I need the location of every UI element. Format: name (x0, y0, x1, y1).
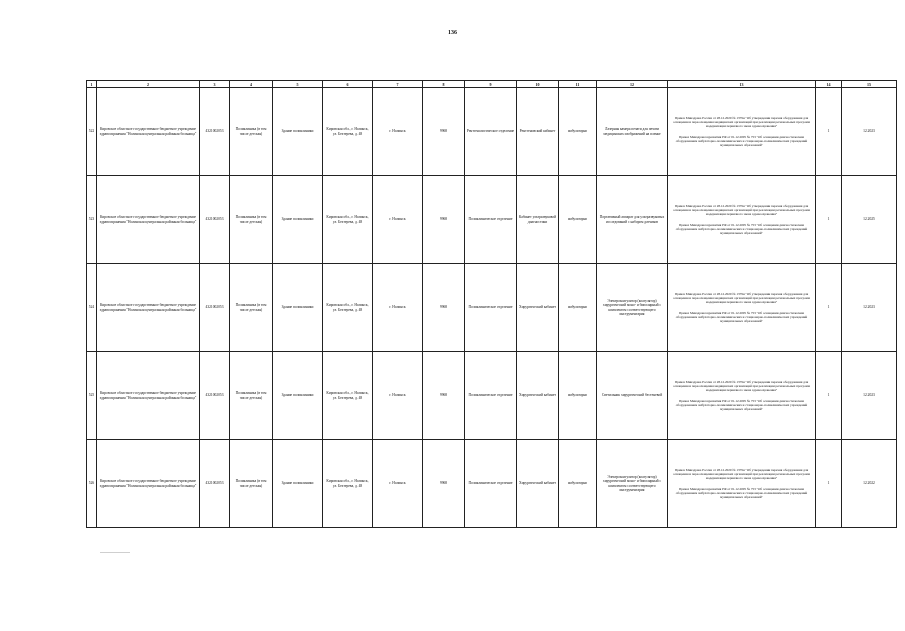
cell-date: 12.2023 (842, 352, 897, 440)
cell-org: Кировское областное государственное бюджетное учреждение здравоохранения "Нолинская центральная районная больница" (97, 264, 200, 352)
header-cell: 13 (668, 81, 816, 88)
cell-date: 12.2025 (842, 176, 897, 264)
cell-num: 526 (87, 440, 97, 528)
header-cell: 4 (230, 81, 273, 88)
cell-org: Кировское областное государственное бюджетное учреждение здравоохранения "Нолинская центральная районная больница" (97, 440, 200, 528)
page-number: 136 (448, 30, 457, 36)
header-cell: 15 (842, 81, 897, 88)
cell-inn: 4321002053 (200, 440, 230, 528)
cell-care: амбулаторно (559, 264, 597, 352)
cell-org: Кировское областное государственное бюджетное учреждение здравоохранения "Нолинская центральная районная больница" (97, 88, 200, 176)
table-header-row (87, 81, 897, 88)
header-cell: 6 (323, 81, 373, 88)
order-text-2: Приказ Минздравсоцразвития РФ от 01.12.2005 № 753 "Об оснащении диагностическим оборудованием амбулаторно-поликлинических и стационарно-поликлинических учреждений муниципальных образований" (675, 398, 808, 411)
order-text-2: Приказ Минздравсоцразвития РФ от 01.12.2005 № 753 "Об оснащении диагностическим оборудованием амбулаторно-поликлинических и стационарно-поликлинических учреждений муниципальных образований" (675, 222, 808, 235)
cell-equipment: Электрокоагулятор (коагулятор) хирургический моно- и биполярный с комплектом соответствующего инструментария (597, 440, 668, 528)
cell-code: 9968 (423, 264, 465, 352)
cell-org: Кировское областное государственное бюджетное учреждение здравоохранения "Нолинская центральная районная больница" (97, 176, 200, 264)
cell-num: 525 (87, 352, 97, 440)
cell-inn: 4321002053 (200, 264, 230, 352)
cell-date: 12.2022 (842, 440, 897, 528)
cell-subdiv: Поликлиника (в том числе детская) (230, 440, 273, 528)
cell-subdiv: Поликлиника (в том числе детская) (230, 264, 273, 352)
cell-code: 9968 (423, 352, 465, 440)
header-cell: 5 (273, 81, 323, 88)
cell-building: Здание поликлиники (273, 352, 323, 440)
cell-locality: г. Нолинск (373, 352, 423, 440)
cell-inn: 4321002053 (200, 352, 230, 440)
cell-building: Здание поликлиники (273, 88, 323, 176)
cell-address: Кировская обл., г. Нолинск, ул. Бехтерева, д. 48 (323, 88, 373, 176)
cell-orders (668, 352, 816, 440)
cell-equipment: Светильник хирургический бестеневой (597, 352, 668, 440)
header-cell: 12 (597, 81, 668, 88)
cell-code: 9968 (423, 88, 465, 176)
table-row (87, 176, 897, 264)
header-cell: 14 (816, 81, 842, 88)
cell-orders (668, 176, 816, 264)
header-cell: 2 (97, 81, 200, 88)
table-body (87, 81, 897, 528)
cell-locality: г. Нолинск (373, 440, 423, 528)
cell-department: Поликлиническое отделение (465, 264, 517, 352)
cell-qty: 1 (816, 440, 842, 528)
cell-care: амбулаторно (559, 176, 597, 264)
order-text-1: Приказ Минздрава России от 28.12.2020 № 1379н "Об утверждении перечня оборудования для оснащения и переоснащения медицинских организаций при реализации региональных программ модернизации первичного звена здравоохранения" (673, 380, 810, 393)
table-row (87, 264, 897, 352)
header-cell: 8 (423, 81, 465, 88)
order-text-2: Приказ Минздравсоцразвития РФ от 01.12.2005 № 753 "Об оснащении диагностическим оборудованием амбулаторно-поликлинических и стационарно-поликлинических учреждений муниципальных образований" (675, 310, 808, 323)
cell-qty: 1 (816, 264, 842, 352)
cell-building: Здание поликлиники (273, 176, 323, 264)
cell-qty: 1 (816, 352, 842, 440)
cell-subdiv: Поликлиника (в том числе детская) (230, 88, 273, 176)
cell-address: Кировская обл., г. Нолинск, ул. Бехтерева, д. 48 (323, 440, 373, 528)
header-cell: 11 (559, 81, 597, 88)
cell-qty: 1 (816, 88, 842, 176)
cell-building: Здание поликлиники (273, 264, 323, 352)
cell-room: Хирургический кабинет (517, 440, 559, 528)
cell-building: Здание поликлиники (273, 440, 323, 528)
cell-inn: 4321002053 (200, 176, 230, 264)
cell-care: амбулаторно (559, 440, 597, 528)
cell-room: Хирургический кабинет (517, 264, 559, 352)
cell-orders (668, 264, 816, 352)
cell-address: Кировская обл., г. Нолинск, ул. Бехтерева, д. 48 (323, 264, 373, 352)
cell-locality: г. Нолинск (373, 176, 423, 264)
cell-address: Кировская обл., г. Нолинск, ул. Бехтерева, д. 48 (323, 176, 373, 264)
header-cell: 1 (87, 81, 97, 88)
cell-date: 12.2023 (842, 264, 897, 352)
cell-org: Кировское областное государственное бюджетное учреждение здравоохранения "Нолинская центральная районная больница" (97, 352, 200, 440)
cell-department: Рентгенологическое отделение (465, 88, 517, 176)
cell-orders (668, 440, 816, 528)
table-row (87, 352, 897, 440)
scan-artifact-line (100, 552, 130, 553)
cell-inn: 4321002053 (200, 88, 230, 176)
cell-department: Поликлиническое отделение (465, 176, 517, 264)
order-text-1: Приказ Минздрава России от 28.12.2020 № 1379н "Об утверждении перечня оборудования для оснащения и переоснащения медицинских организаций при реализации региональных программ модернизации первичного звена здравоохранения" (673, 204, 810, 217)
cell-room: Хирургический кабинет (517, 352, 559, 440)
equipment-table (86, 80, 897, 528)
cell-department: Поликлиническое отделение (465, 440, 517, 528)
order-text-2: Приказ Минздравсоцразвития РФ от 01.12.2005 № 753 "Об оснащении диагностическим оборудованием амбулаторно-поликлинических и стационарно-поликлинических учреждений муниципальных образований" (675, 134, 808, 147)
order-text-1: Приказ Минздрава России от 28.12.2020 № 1379н "Об утверждении перечня оборудования для оснащения и переоснащения медицинских организаций при реализации региональных программ модернизации первичного звена здравоохранения" (673, 468, 810, 481)
cell-qty: 1 (816, 176, 842, 264)
cell-room: Кабинет ультразвуковой диагностики (517, 176, 559, 264)
cell-subdiv: Поликлиника (в том числе детская) (230, 176, 273, 264)
order-text-1: Приказ Минздрава России от 28.12.2020 № 1379н "Об утверждении перечня оборудования для оснащения и переоснащения медицинских организаций при реализации региональных программ модернизации первичного звена здравоохранения" (673, 116, 810, 129)
cell-room: Рентгеновский кабинет (517, 88, 559, 176)
header-cell: 3 (200, 81, 230, 88)
cell-department: Поликлиническое отделение (465, 352, 517, 440)
cell-care: амбулаторно (559, 352, 597, 440)
cell-locality: г. Нолинск (373, 264, 423, 352)
cell-address: Кировская обл., г. Нолинск, ул. Бехтерева, д. 48 (323, 352, 373, 440)
cell-code: 9968 (423, 440, 465, 528)
cell-date: 12.2023 (842, 88, 897, 176)
cell-orders (668, 88, 816, 176)
cell-num: 523 (87, 176, 97, 264)
cell-equipment: Электрокоагулятор (коагулятор) хирургический моно- и биполярный с комплектом соответствующего инструментария (597, 264, 668, 352)
cell-num: 524 (87, 264, 97, 352)
header-cell: 10 (517, 81, 559, 88)
table-row (87, 440, 897, 528)
cell-subdiv: Поликлиника (в том числе детская) (230, 352, 273, 440)
order-text-2: Приказ Минздравсоцразвития РФ от 01.12.2005 № 753 "Об оснащении диагностическим оборудованием амбулаторно-поликлинических и стационарно-поликлинических учреждений муниципальных образований" (675, 486, 808, 499)
cell-care: амбулаторно (559, 88, 597, 176)
cell-equipment: Лазерная камера печати для печати медицинских изображений на пленке (597, 88, 668, 176)
order-text-1: Приказ Минздрава России от 28.12.2020 № 1379н "Об утверждении перечня оборудования для оснащения и переоснащения медицинских организаций при реализации региональных программ модернизации первичного звена здравоохранения" (673, 292, 810, 305)
table-row (87, 88, 897, 176)
header-cell: 7 (373, 81, 423, 88)
cell-equipment: Портативный аппарат для ультразвуковых исследований с набором датчиков (597, 176, 668, 264)
header-cell: 9 (465, 81, 517, 88)
cell-num: 522 (87, 88, 97, 176)
cell-locality: г. Нолинск (373, 88, 423, 176)
cell-code: 9968 (423, 176, 465, 264)
